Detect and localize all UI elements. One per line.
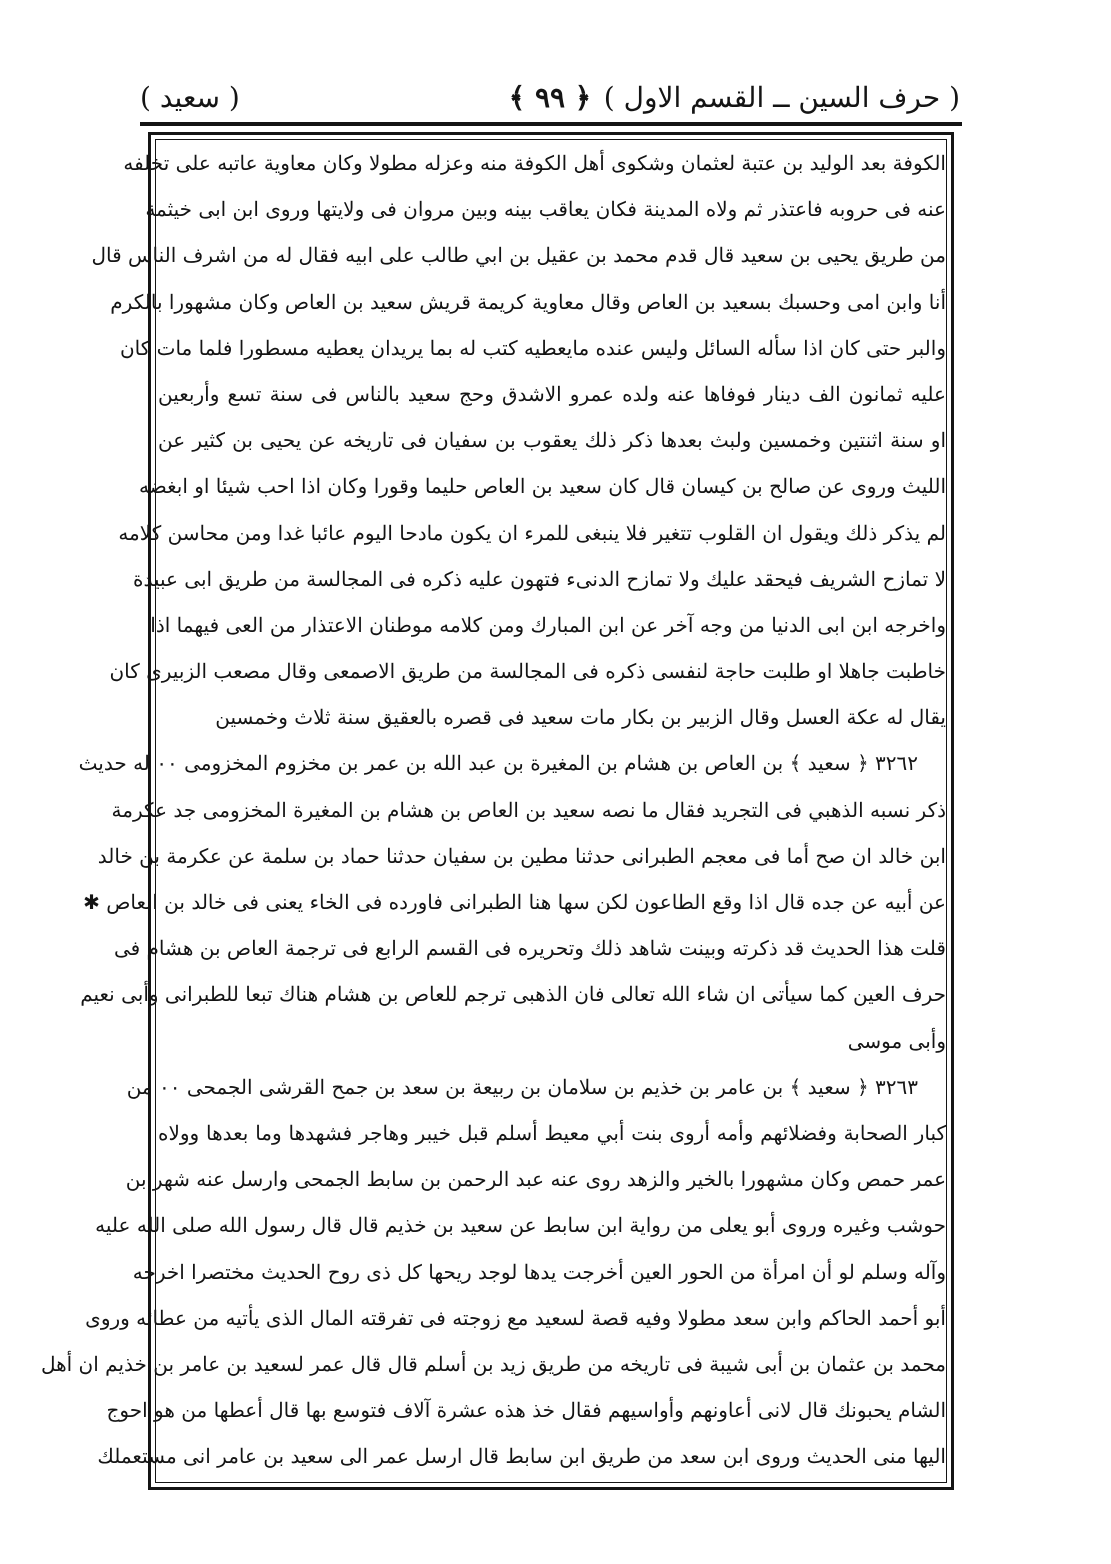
section-title: ( حرف السين ــ القسم الاول ) bbox=[603, 81, 960, 114]
body-text bbox=[40, 140, 946, 1479]
text-line: أبو أحمد الحاكم وابن سعد مطولا وفيه قصة لسعيد مع زوجته فى تفرقته المال الذى يأتيه من عطائه وروى bbox=[85, 1305, 946, 1330]
text-line: وأبى موسى bbox=[847, 1028, 946, 1053]
text-line: حرف العين كما سيأتى ان شاء الله تعالى فان الذهبى ترجم للعاص بن هشام هناك تبعا للطبرانى وأبى نعيم bbox=[80, 982, 946, 1007]
text-line: الكوفة بعد الوليد بن عتبة لعثمان وشكوى أهل الكوفة منه وعزله مطولا وكان معاوية عاتبه على تخلفه bbox=[123, 151, 946, 175]
text-line: وآله وسلم لو أن امرأة من الحور العين أخرجت يدها لوجد ريحها كل ذى روح الحديث مختصرا اخرجه bbox=[132, 1259, 946, 1284]
text-line: الليث وروى عن صالح بن كيسان قال كان سعيد بن العاص حليما وقورا وكان اذا احب شيئا او ابغضه bbox=[139, 474, 946, 499]
entry-3263-heading: ٣٢٦٣ ﴿ سعيد ﴾ بن عامر بن خذيم بن سلامان بن ربيعة بن سعد بن جمح القرشى الجمحى ٠٠ من bbox=[126, 1074, 918, 1099]
text-line: يقال له عكة العسل وقال الزبير بن بكار مات سعيد فى قصره بالعقيق سنة ثلاث وخمسين bbox=[215, 705, 946, 730]
text-line: كبار الصحابة وفضلائهم وأمه أروى بنت أبي معيط أسلم قبل خيبر وهاجر فشهدها وما بعدها وولاه bbox=[158, 1120, 946, 1145]
text-line: قلت هذا الحديث قد ذكرته وبينت شاهد ذلك وتحريره فى القسم الرابع فى ترجمة العاص بن هشام فى bbox=[113, 936, 946, 961]
text-line: عنه فى حروبه فاعتذر ثم ولاه المدينة فكان يعاقب بينه وبين مروان فى ولايتها وروى ابن ابى خيثمة bbox=[145, 197, 946, 222]
text-line: الشام يحبونك قال لانى أعاونهم وأواسيهم فقال خذ هذه عشرة آلاف فتوسع بها قال أعطها من هو احوج bbox=[106, 1398, 946, 1423]
text-line: عمر حمص وكان مشهورا بالخير والزهد روى عنه عبد الرحمن بن سابط الجمحى وارسل عنه شهر بن bbox=[125, 1167, 946, 1192]
text-line: عن أبيه عن جده قال اذا وقع الطاعون لكن سها هنا الطبرانى فاورده فى الخاء يعنى فى خالد بن العاص ✱ bbox=[83, 890, 946, 914]
text-line: لا تمازح الشريف فيحقد عليك ولا تمازح الدنىء فتهون عليه ذكره فى المجالسة من طريق ابى عبيدة bbox=[132, 566, 946, 591]
entry-heading: ( سعيد ) bbox=[140, 81, 240, 114]
text-line: محمد بن عثمان بن أبى شيبة فى تاريخه من طريق زيد بن أسلم قال قال عمر لسعيد بن عامر بن خذيم ان أهل bbox=[40, 1351, 946, 1376]
text-line: واخرجه ابن ابى الدنيا من وجه آخر عن ابن المبارك ومن كلامه موطنان الاعتذار من العى فيهما اذا bbox=[150, 612, 946, 637]
page-header bbox=[140, 70, 960, 126]
page-number: ﴿ ٩٩ ﴾ bbox=[508, 81, 592, 114]
text-line: والبر حتى كان اذا سأله السائل وليس عنده مايعطيه كتب له بما يريدان يعطيه مسطورا فلما مات كان bbox=[119, 335, 946, 360]
text-line: خاطبت جاهلا او طلبت حاجة لنفسى ذكره فى المجالسة من طريق الاصمعى وقال مصعب الزبيرى كان bbox=[109, 659, 946, 684]
text-line: ابن خالد ان صح أما فى معجم الطبرانى حدثنا مطين بن سفيان حدثنا حماد بن سلمة عن عكرمة بن خالد bbox=[97, 843, 946, 868]
text-line: حوشب وغيره وروى أبو يعلى من رواية ابن سابط عن سعيد بن خذيم قال قال رسول الله صلى الله عليه bbox=[95, 1213, 946, 1238]
text-line: من طريق يحيى بن سعيد قال قدم محمد بن عقيل بن ابي طالب على ابيه فقال له من اشرف الناس قال bbox=[91, 243, 946, 268]
text-line: أنا وابن امى وحسبك بسعيد بن العاص وقال معاوية كريمة قريش سعيد بن العاص وكان مشهورا بالكرم bbox=[110, 289, 946, 314]
text-line: ذكر نسبه الذهبي فى التجريد فقال ما نصه سعيد بن العاص بن هشام بن المغيرة المخزومى جد عكرمة bbox=[111, 797, 946, 822]
text-line: او سنة اثنتين وخمسين ولبث بعدها ذكر ذلك يعقوب بن سفيان فى تاريخه عن يحيى بن كثير عن bbox=[158, 428, 946, 453]
text-line: لم يذكر ذلك ويقول ان القلوب تتغير فلا ينبغى للمرء ان يكون مادحا اليوم عائبا غدا ومن محاسن كلامه bbox=[118, 520, 946, 545]
header-rule bbox=[140, 122, 962, 126]
entry-3262-heading: ٣٢٦٢ ﴿ سعيد ﴾ بن العاص بن هشام بن المغيرة بن عبد الله بن عمر بن مخزوم المخزومى ٠٠ له حديث bbox=[78, 751, 918, 776]
text-line: اليها منى الحديث وروى ابن سعد من طريق ابن سابط قال ارسل عمر الى سعيد بن عامر انى مستعملك bbox=[97, 1444, 946, 1469]
text-line: عليه ثمانون الف دينار فوفاها عنه ولده عمرو الاشدق وحج سعيد بالناس فى سنة تسع وأربعين bbox=[158, 381, 946, 406]
